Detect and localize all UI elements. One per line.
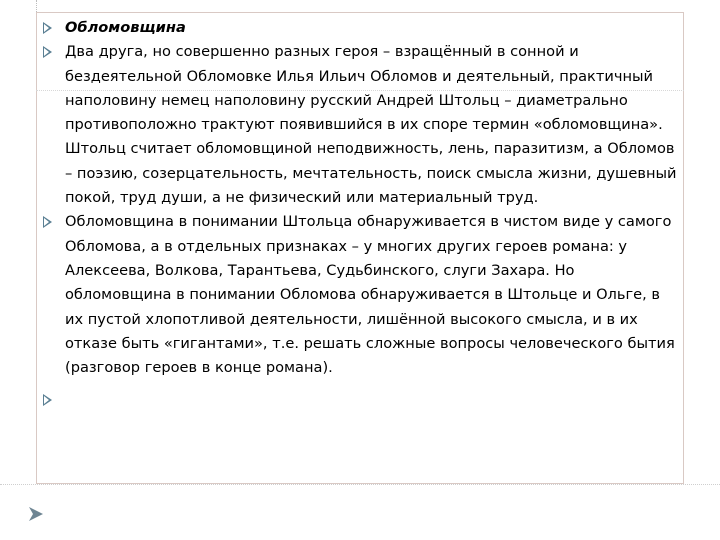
guide-line-vertical [36,0,37,12]
triangle-bullet-icon [43,216,52,228]
bullet-item [36,16,684,40]
bullet-item [36,388,684,412]
triangle-bullet-icon [43,22,52,34]
bullet-text: Обломовщина [65,19,186,36]
bullet-item [36,210,684,380]
triangle-bullet-icon [43,394,52,406]
next-slide-arrow-shape [29,507,43,521]
bullet-list [36,16,684,412]
triangle-bullet-icon [43,46,52,58]
bullet-item [36,40,684,210]
bullet-text: Обломовщина в понимании Штольца обнаруживается в чистом виде у самого Обломова, а в отдельных признаках – у многих других героев романа: у Алексеева, Волкова, Тарантьева, Судьбинского, слуги Захара. Но обломовщина в понимании Обломова обнаруживается в Штольце и Ольге, в их пустой хлопотливой деятельности, лишённой высокого смысла, и в их отказе быть «гигантами», т.е. решать сложные вопросы человеческого бытия (разговор героев в конце романа). [65,213,675,377]
bullet-text: Два друга, но совершенно разных героя – взращённый в сонной и бездеятельной Обломовке Илья Ильич Обломов и деятельный, практичный наполовину немец наполовину русский Андрей Штольц – диаметрально противоположно трактуют появившийся в их споре термин «обломовщина». Штольц считает обломовщиной неподвижность, лень, паразитизм, а Обломов – поэзию, созерцательность, мечтательность, поиск смысла жизни, душевный покой, труд души, а не физический или материальный труд. [65,43,677,207]
guide-line-bottom [0,484,720,485]
next-slide-arrow-icon[interactable] [26,504,46,524]
